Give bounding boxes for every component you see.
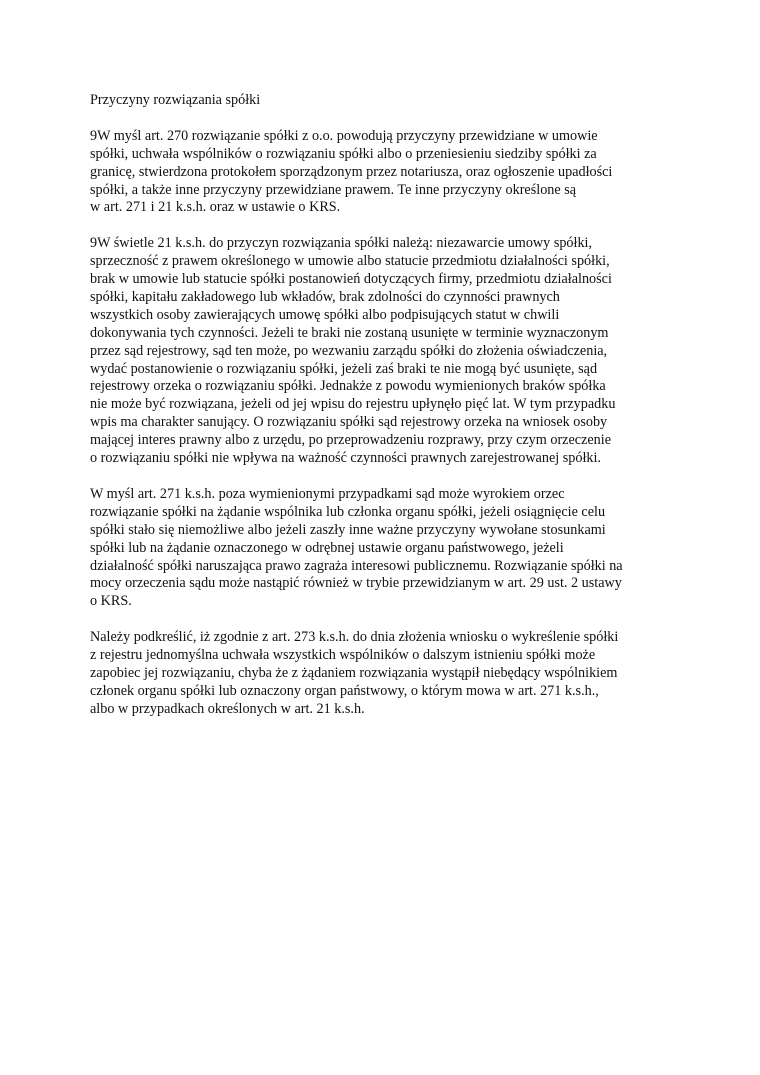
paragraph: [90, 235, 680, 468]
text-line: spółki, a także inne przyczyny przewidziane prawem. Te inne przyczyny określone są: [90, 181, 577, 198]
text-line: rozwiązanie spółki na żądanie wspólnika lub członka organu spółki, jeżeli osiągnięcie celu: [90, 503, 606, 520]
text-line: o KRS.: [90, 593, 132, 610]
text-line: o rozwiązaniu spółki nie wpływa na ważność czynności prawnych zarejestrowanej spółki.: [90, 450, 601, 467]
text-line: sprzeczność z prawem określonego w umowie albo statucie przedmiotu działalności spółki,: [90, 253, 610, 270]
text-line: spółki lub na żądanie oznaczonego w odrębnej ustawie organu państwowego, jeżeli: [90, 539, 564, 556]
text-line: albo w przypadkach określonych w art. 21 k.s.h.: [90, 700, 365, 717]
text-line: członek organu spółki lub oznaczony organ państwowy, o którym mowa w art. 271 k.s.h.,: [90, 682, 599, 699]
text-line: z rejestru jednomyślna uchwała wszystkich wspólników o dalszym istnieniu spółki może: [90, 647, 596, 664]
text-line: mocy orzeczenia sądu może nastąpić również w trybie przewidzianym w art. 29 ust. 2 ustawy: [90, 575, 622, 592]
text-line: dokonywania tych czynności. Jeżeli te braki nie zostaną usunięte w terminie wyznaczonym: [90, 324, 609, 341]
text-line: spółki stało się niemożliwe albo jeżeli zaszły inne ważne przyczyny wywołane stosunkami: [90, 521, 606, 538]
paragraph: [90, 128, 680, 218]
text-line: spółki, uchwała wspólników o rozwiązaniu spółki albo o przeniesieniu siedziby spółki za: [90, 145, 597, 162]
text-line: brak w umowie lub statucie spółki postanowień dotyczących firmy, przedmiotu działalności: [90, 271, 612, 288]
text-line: 9W myśl art. 270 rozwiązanie spółki z o.o. powodują przyczyny przewidziane w umowie: [90, 127, 598, 144]
text-line: zapobiec jej rozwiązaniu, chyba że z żądaniem rozwiązania wystąpił niebędący wspólnikiem: [90, 664, 618, 681]
text-line: mającej interes prawny albo z urzędu, po przeprowadzeniu rozprawy, przy czym orzeczenie: [90, 432, 611, 449]
text-line: rejestrowy orzeka o rozwiązaniu spółki. Jednakże z powodu wymienionych braków spółka: [90, 378, 606, 395]
text-line: 9W świetle 21 k.s.h. do przyczyn rozwiązania spółki należą: niezawarcie umowy spółki,: [90, 235, 593, 252]
text-line: wszystkich osoby zawierających umowę spółki albo podpisujących statut w chwili: [90, 306, 560, 323]
text-line: wydać postanowienie o rozwiązaniu spółki, jeżeli zaś braki te nie mogą być usunięte, sąd: [90, 360, 598, 377]
document-body: [90, 92, 680, 737]
text-line: Należy podkreślić, iż zgodnie z art. 273 k.s.h. do dnia złożenia wniosku o wykreślenie spółki: [90, 629, 619, 646]
text-line: działalność spółki naruszająca prawo zagraża interesowi publicznemu. Rozwiązanie spółki na: [90, 557, 623, 574]
text-line: spółki, kapitału zakładowego lub wkładów, brak zdolności do czynności prawnych: [90, 288, 560, 305]
paragraph: [90, 629, 680, 719]
text-line: wpis ma charakter sanujący. O rozwiązaniu spółki sąd rejestrowy orzeka na wniosek osoby: [90, 414, 608, 431]
text-line: granicę, stwierdzona protokołem sporządzonym przez notariusza, oraz ogłoszenie upadłości: [90, 163, 613, 180]
paragraph: [90, 486, 680, 611]
text-line: w art. 271 i 21 k.s.h. oraz w ustawie o KRS.: [90, 199, 341, 216]
text-line: W myśl art. 271 k.s.h. poza wymienionymi przypadkami sąd może wyrokiem orzec: [90, 485, 565, 502]
text-line: przez sąd rejestrowy, sąd ten może, po wezwaniu zarządu spółki do złożenia oświadczenia,: [90, 342, 608, 359]
document-title: Przyczyny rozwiązania spółki: [90, 92, 261, 108]
text-line: nie może być rozwiązana, jeżeli od jej wpisu do rejestru upłynęło pięć lat. W tym przypadku: [90, 396, 616, 413]
paragraph-list: [90, 128, 680, 719]
